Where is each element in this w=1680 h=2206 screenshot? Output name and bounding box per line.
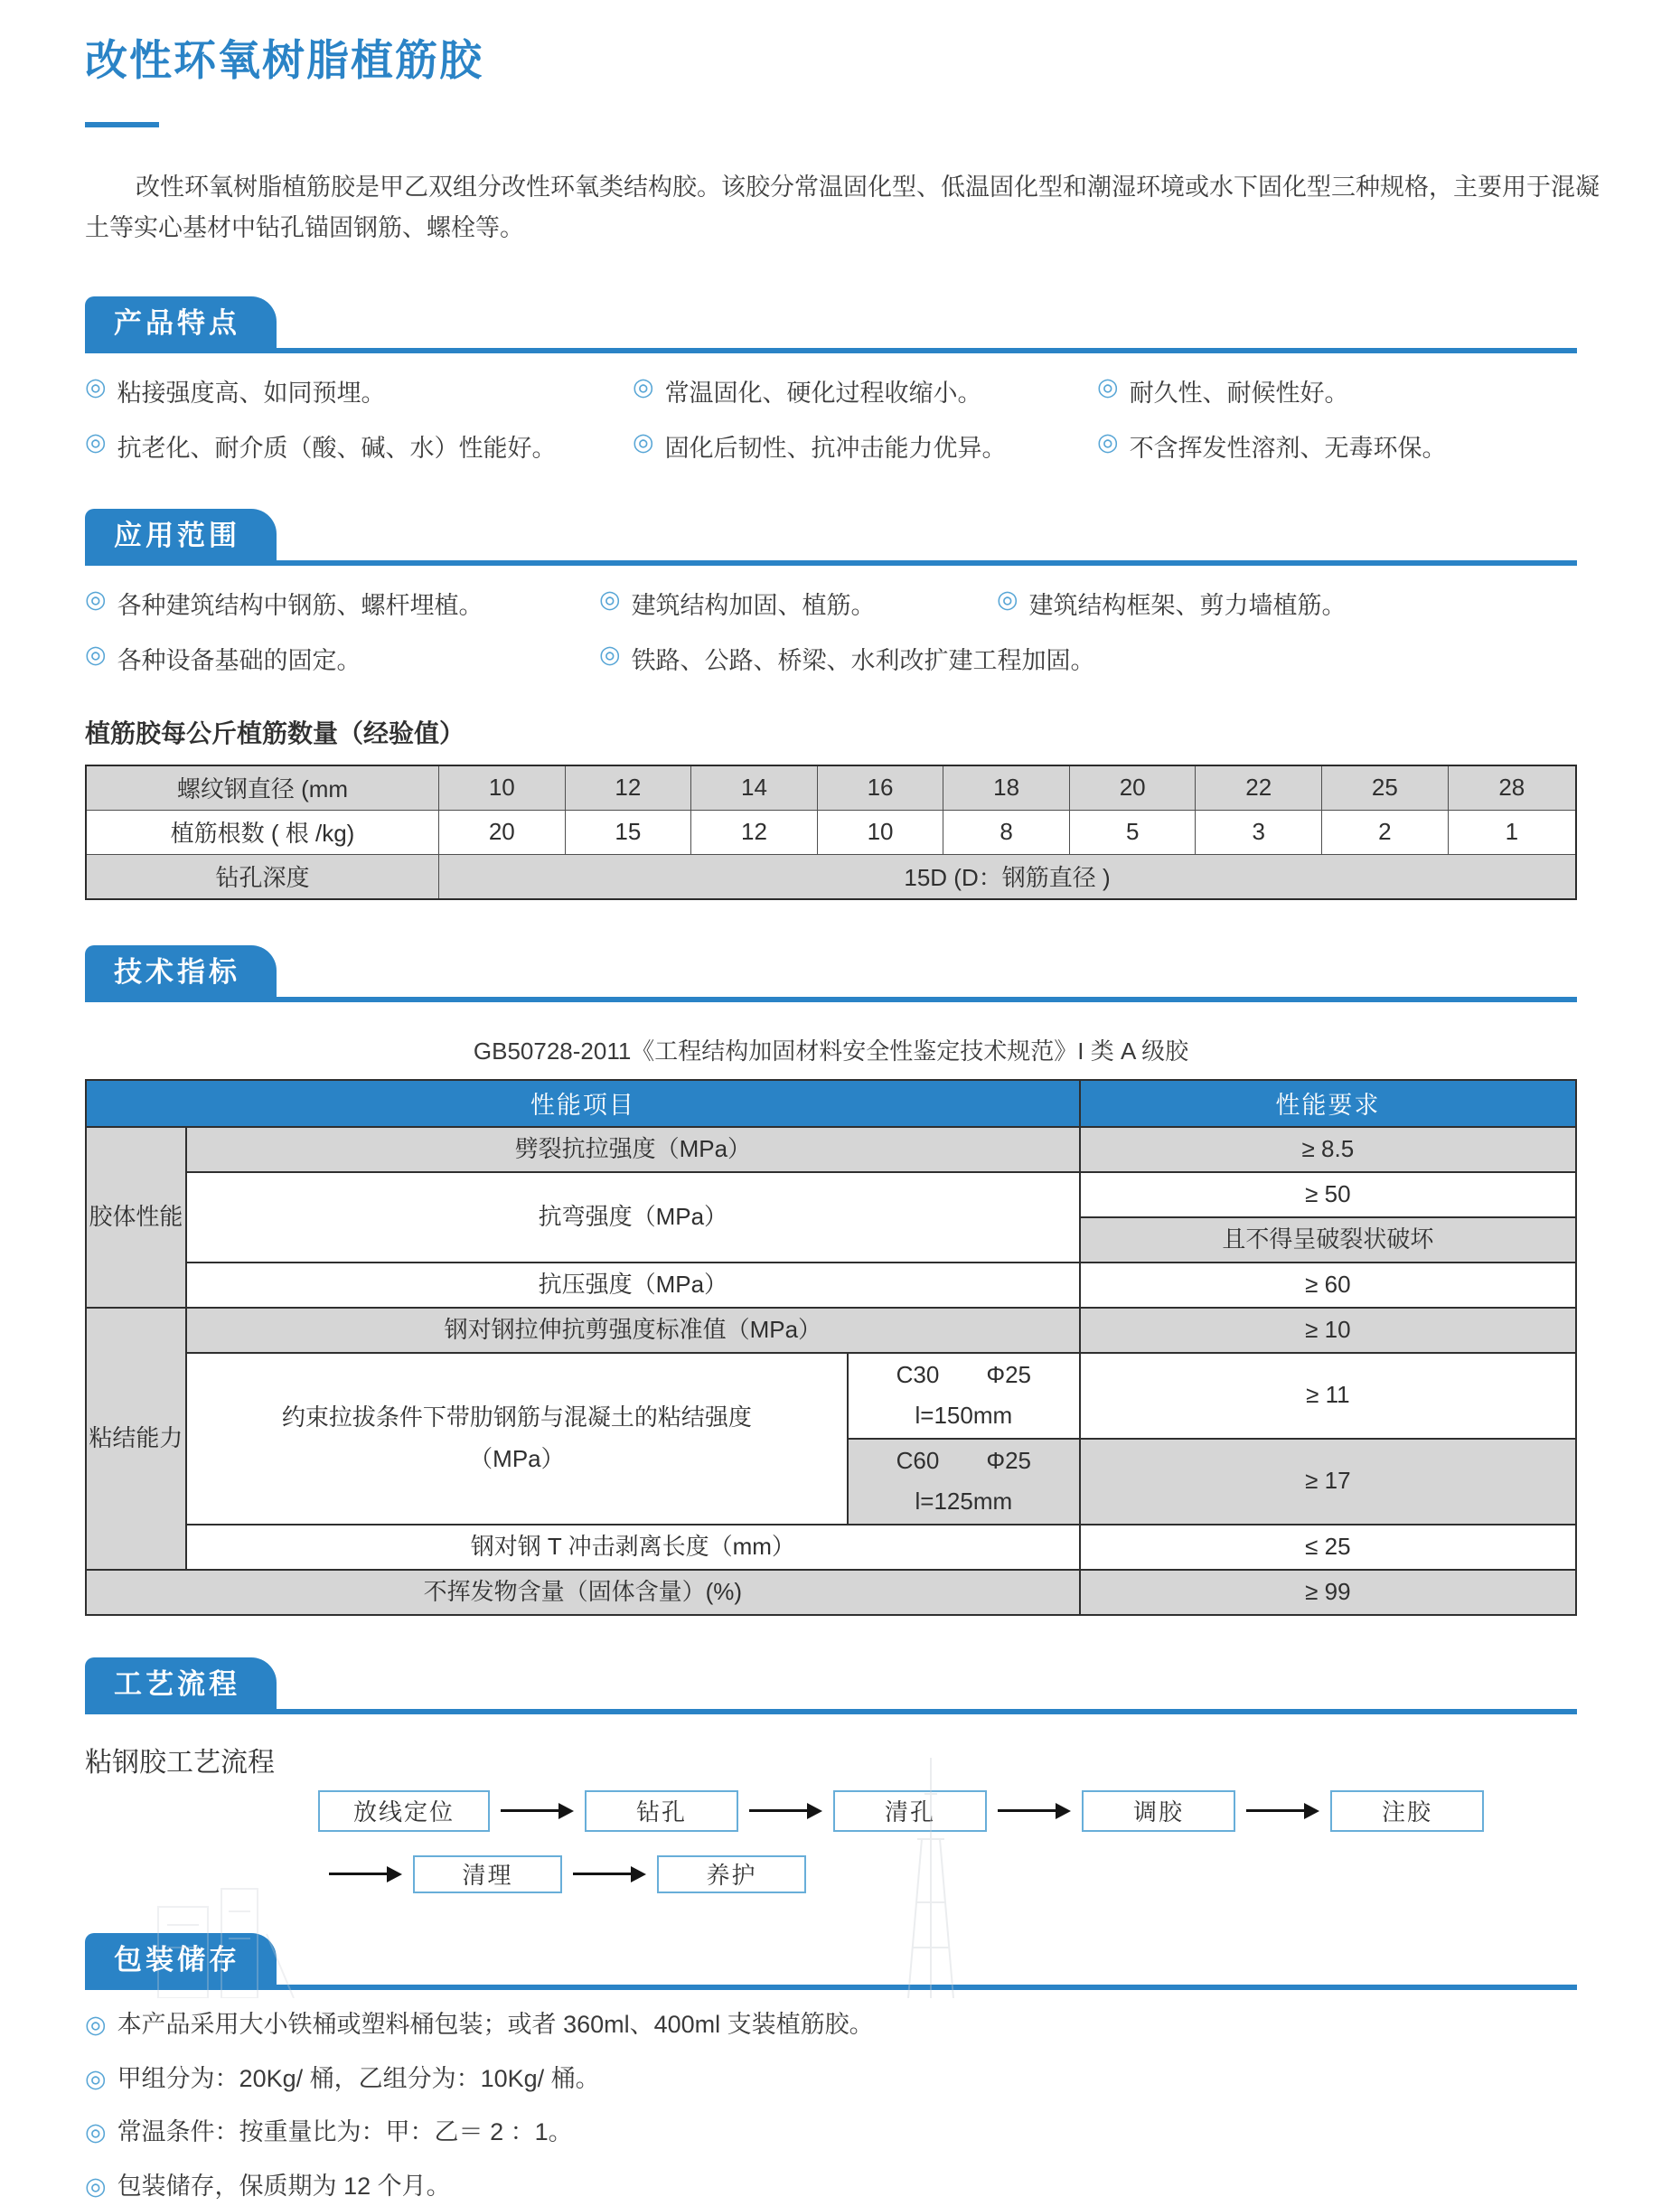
- table-row: [86, 854, 1576, 899]
- section-badge-process: 工艺流程: [85, 1657, 277, 1709]
- table-cell: 12: [691, 810, 818, 854]
- requirement-cell: 且不得呈破裂状破坏: [1080, 1217, 1576, 1263]
- section-header-tech: [85, 945, 1577, 1002]
- packaging-text: 甲组分为：20Kg/ 桶，乙组分为：10Kg/ 桶。: [117, 2064, 600, 2092]
- applications-row-2: [85, 641, 1577, 676]
- requirement-cell: ≥ 10: [1080, 1308, 1576, 1353]
- section-header-features: [85, 296, 1577, 353]
- table-cell: 2: [1322, 810, 1449, 854]
- section-badge-features: 产品特点: [85, 296, 277, 348]
- property-cell: 不挥发物含量（固体含量）(%): [86, 1570, 1080, 1615]
- condition-cell: [848, 1353, 1080, 1439]
- packaging-item: [85, 2060, 1577, 2098]
- packaging-item: [85, 2006, 1577, 2044]
- property-text-line: （MPa）: [469, 1444, 565, 1472]
- watermark-tower-icon: [890, 1758, 971, 1998]
- ring-bullet-icon: ◎: [997, 585, 1018, 613]
- packaging-text: 本产品采用大小铁桶或塑料桶包装；或者 360ml、400ml 支装植筋胶。: [117, 2010, 874, 2038]
- column-header-item: 性能项目: [86, 1080, 1080, 1127]
- feature-item: [1097, 373, 1349, 408]
- row-label-cell: 钻孔深度: [86, 854, 439, 899]
- table-cell: 20: [439, 810, 566, 854]
- table-cell: 10: [817, 810, 943, 854]
- right-arrow-icon: [501, 1803, 574, 1819]
- table-cell: 3: [1196, 810, 1322, 854]
- flow-step-box: 清理: [413, 1855, 562, 1893]
- property-cell: 抗压强度（MPa）: [186, 1263, 1080, 1308]
- table-cell: 14: [691, 765, 818, 811]
- section-header-process: [85, 1657, 1577, 1714]
- packaging-text: 常温条件：按重量比为：甲：乙＝ 2 ：1。: [117, 2118, 573, 2146]
- application-item: [599, 586, 997, 621]
- table-row: [86, 1308, 1576, 1353]
- requirement-cell: ≥ 11: [1080, 1353, 1576, 1439]
- table-row: [86, 810, 1576, 854]
- flow-step-box: 养护: [657, 1855, 806, 1893]
- table-cell: 25: [1322, 765, 1449, 811]
- ring-bullet-icon: ◎: [85, 372, 107, 400]
- property-cell: [186, 1353, 848, 1525]
- table-row: [86, 1353, 1576, 1439]
- ring-bullet-icon: ◎: [85, 427, 107, 455]
- ring-bullet-icon: ◎: [1097, 427, 1119, 455]
- table-cell: 12: [565, 765, 691, 811]
- feature-item: [85, 373, 633, 408]
- flow-step-box: 放线定位: [318, 1790, 490, 1832]
- property-text-line: 约束拉拔条件下带肋钢筋与混凝土的粘结强度: [281, 1403, 752, 1432]
- application-text: 铁路、公路、桥梁、水利改扩建工程加固。: [631, 646, 1095, 674]
- ring-bullet-icon: ◎: [85, 585, 107, 613]
- features-row-2: [85, 428, 1577, 464]
- condition-text-line: l=125mm: [915, 1488, 1013, 1516]
- section-badge-applications: 应用范围: [85, 509, 277, 560]
- application-text: 建筑结构加固、植筋。: [631, 591, 876, 619]
- property-cell: 钢对钢 T 冲击剥离长度（mm）: [186, 1525, 1080, 1570]
- feature-text: 抗老化、耐介质（酸、碱、水）性能好。: [117, 434, 557, 462]
- right-arrow-icon: [573, 1866, 646, 1882]
- application-item: [997, 586, 1347, 621]
- table-cell: 16: [817, 765, 943, 811]
- right-arrow-icon: [749, 1803, 822, 1819]
- table-row: [86, 1172, 1576, 1217]
- application-text: 各种建筑结构中钢筋、螺杆埋植。: [117, 591, 483, 619]
- table-cell: 8: [943, 810, 1070, 854]
- title-underline-dash: [85, 122, 159, 127]
- flow-step-box: 注胶: [1330, 1790, 1484, 1832]
- ring-bullet-icon: ◎: [1097, 372, 1119, 400]
- condition-text-line: l=150mm: [915, 1402, 1013, 1430]
- table-cell: 20: [1069, 765, 1196, 811]
- table-row: [86, 1525, 1576, 1570]
- section-badge-packaging: 包装储存: [85, 1933, 277, 1985]
- ring-bullet-icon: ◎: [599, 585, 621, 613]
- section-badge-tech: 技术指标: [85, 945, 277, 997]
- table-header-row: [86, 1080, 1576, 1127]
- feature-item: [85, 428, 633, 464]
- table-cell: 10: [439, 765, 566, 811]
- table-cell: 22: [1196, 765, 1322, 811]
- flow-step-box: 钻孔: [585, 1790, 738, 1832]
- right-arrow-icon: [1246, 1803, 1319, 1819]
- right-arrow-icon: [998, 1803, 1071, 1819]
- ring-bullet-icon: ◎: [633, 427, 654, 455]
- features-row-1: [85, 373, 1577, 408]
- ring-bullet-icon: ◎: [85, 2010, 107, 2038]
- table-cell: 18: [943, 765, 1070, 811]
- ring-bullet-icon: ◎: [85, 640, 107, 668]
- property-cell: 抗弯强度（MPa）: [186, 1172, 1080, 1263]
- table-row: [86, 1127, 1576, 1172]
- requirement-cell: ≥ 17: [1080, 1439, 1576, 1525]
- application-item: [599, 641, 1095, 676]
- row-label-cell: 植筋根数 ( 根 /kg): [86, 810, 439, 854]
- feature-item: [633, 373, 1097, 408]
- table-cell: 5: [1069, 810, 1196, 854]
- table-cell: 28: [1448, 765, 1576, 811]
- page-title: 改性环氧树脂植筋胶: [85, 36, 483, 84]
- application-item: [85, 641, 599, 676]
- feature-item: [1097, 428, 1447, 464]
- column-header-req: 性能要求: [1080, 1080, 1576, 1127]
- tech-standard-line: GB50728-2011《工程结构加固材料安全性鉴定技术规范》I 类 A 级胶: [473, 1037, 1189, 1065]
- requirement-cell: ≤ 25: [1080, 1525, 1576, 1570]
- feature-item: [633, 428, 1097, 464]
- application-text: 各种设备基础的固定。: [117, 646, 361, 674]
- application-item: [85, 586, 599, 621]
- right-arrow-icon: [329, 1866, 402, 1882]
- ring-bullet-icon: ◎: [633, 372, 654, 400]
- rebar-table-title: 植筋胶每公斤植筋数量（经验值）: [85, 718, 465, 747]
- application-text: 建筑结构框架、剪力墙植筋。: [1028, 591, 1347, 619]
- ring-bullet-icon: ◎: [599, 640, 621, 668]
- merged-value-cell: 15D (D：钢筋直径 ): [439, 854, 1577, 899]
- ring-bullet-icon: ◎: [85, 2173, 107, 2201]
- requirement-cell: ≥ 50: [1080, 1172, 1576, 1217]
- packaging-item: [85, 2168, 1577, 2206]
- ring-bullet-icon: ◎: [85, 2118, 107, 2146]
- tech-spec-table: [85, 1079, 1577, 1616]
- property-cell: 劈裂抗拉强度（MPa）: [186, 1127, 1080, 1172]
- group-cell-gel: 胶体性能: [86, 1127, 186, 1308]
- requirement-cell: ≥ 60: [1080, 1263, 1576, 1308]
- section-header-applications: [85, 509, 1577, 566]
- table-row: [86, 765, 1576, 811]
- requirement-cell: ≥ 8.5: [1080, 1127, 1576, 1172]
- table-cell: 1: [1448, 810, 1576, 854]
- flow-step-box: 调胶: [1082, 1790, 1235, 1832]
- feature-text: 固化后韧性、抗冲击能力优异。: [664, 434, 1007, 462]
- packaging-item: [85, 2114, 1577, 2152]
- condition-text-line: C60 Φ25: [896, 1446, 1032, 1474]
- ring-bullet-icon: ◎: [85, 2064, 107, 2092]
- table-cell: 15: [565, 810, 691, 854]
- process-subtitle: 粘钢胶工艺流程: [85, 1747, 275, 1778]
- feature-text: 耐久性、耐候性好。: [1129, 379, 1349, 407]
- table-row: [86, 1570, 1576, 1615]
- property-cell: 钢对钢拉伸抗剪强度标准值（MPa）: [186, 1308, 1080, 1353]
- applications-row-1: [85, 586, 1577, 621]
- feature-text: 常温固化、硬化过程收缩小。: [664, 379, 982, 407]
- condition-cell: [848, 1439, 1080, 1525]
- group-cell-bond: 粘结能力: [86, 1308, 186, 1570]
- watermark-building-icon: [149, 1880, 303, 1998]
- intro-paragraph: 改性环氧树脂植筋胶是甲乙双组分改性环氧类结构胶。该胶分常温固化型、低温固化型和潮湿环境或水下固化型三种规格，主要用于混凝土等实心基材中钻孔锚固钢筋、螺栓等。: [85, 174, 1600, 242]
- section-header-packaging: [85, 1933, 1577, 1990]
- flow-step-box: 清孔: [833, 1790, 987, 1832]
- feature-text: 粘接强度高、如同预埋。: [117, 379, 386, 407]
- feature-text: 不含挥发性溶剂、无毒环保。: [1129, 434, 1447, 462]
- row-label-cell: 螺纹钢直径 (mm: [86, 765, 439, 811]
- rebar-count-table: [85, 765, 1577, 900]
- packaging-text: 包装储存，保质期为 12 个月。: [117, 2173, 451, 2201]
- condition-text-line: C30 Φ25: [896, 1360, 1032, 1388]
- requirement-cell: ≥ 99: [1080, 1570, 1576, 1615]
- table-row: [86, 1263, 1576, 1308]
